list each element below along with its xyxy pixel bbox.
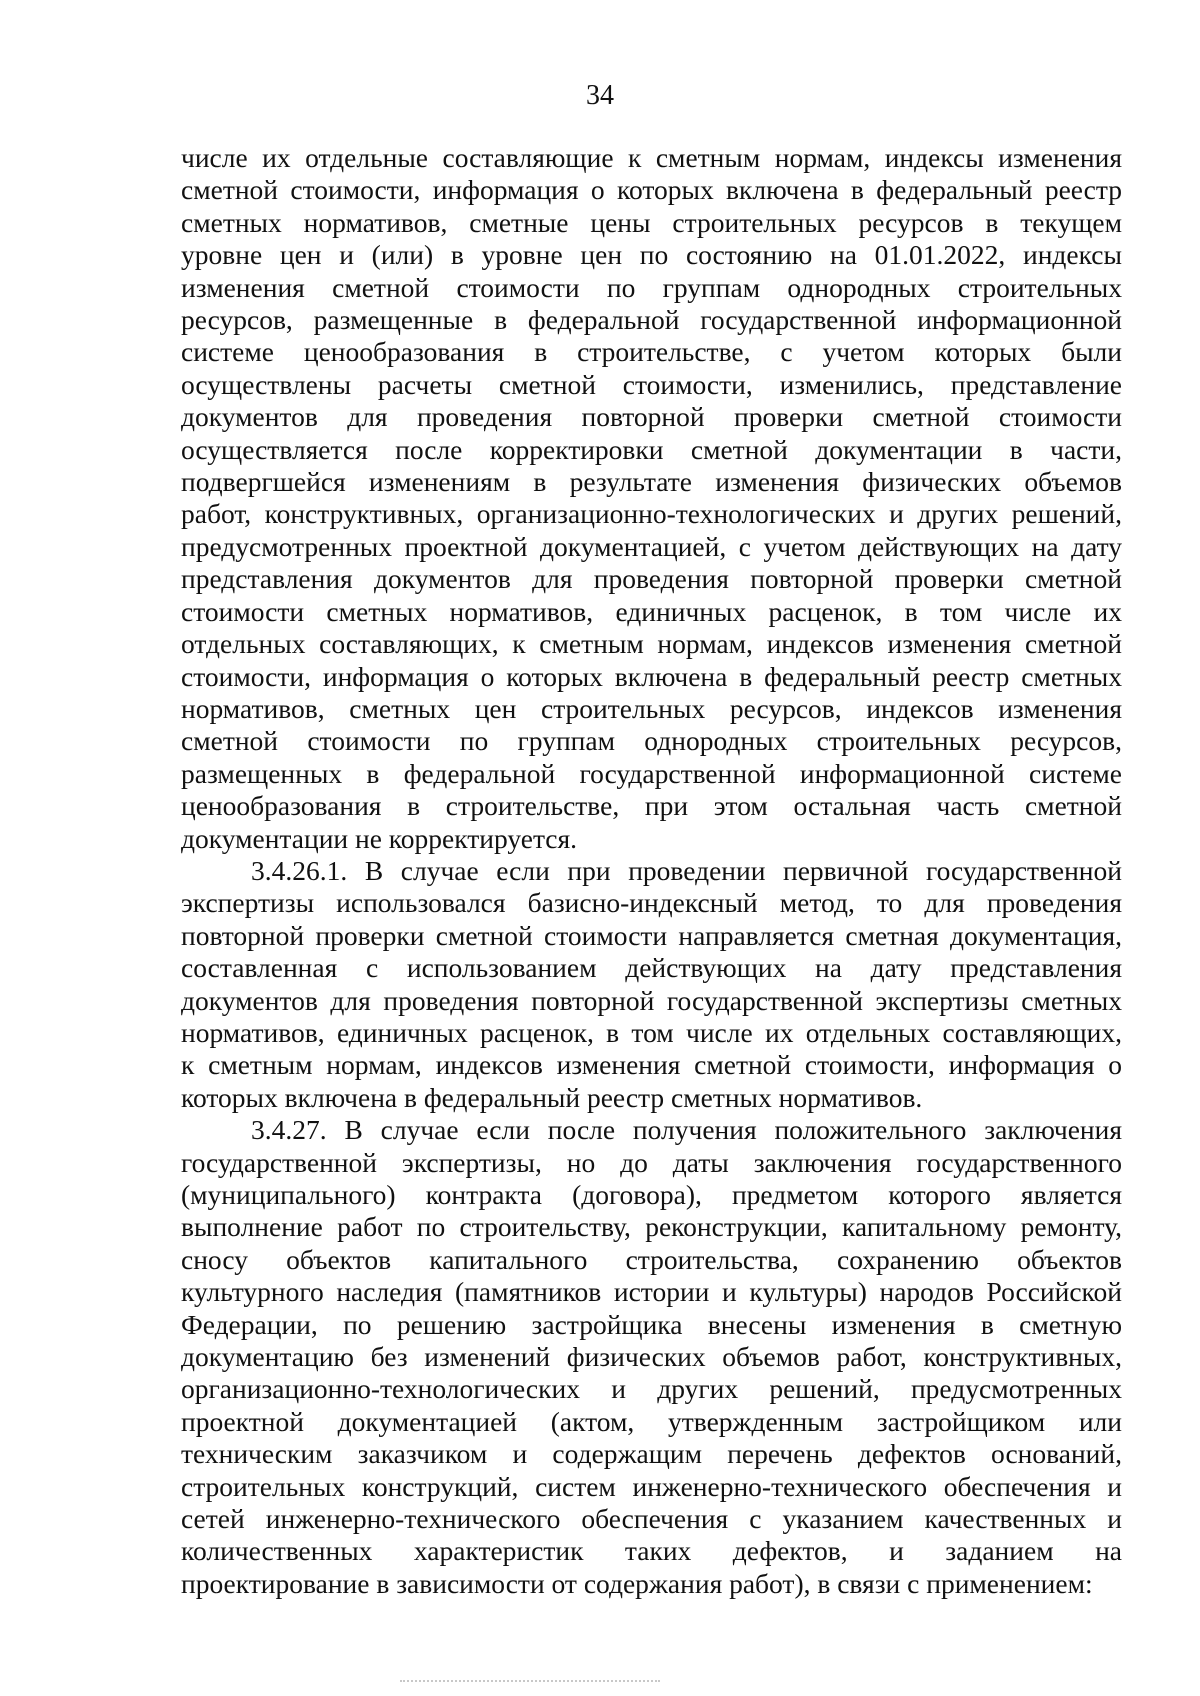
text-line: повторной проверки сметной стоимости направляется сметная документация, — [181, 919, 1122, 951]
text-line: сетей инженерно-технического обеспечения с указанием качественных и — [181, 1503, 1122, 1535]
text-line: сметной стоимости, информация о которых включена в федеральный реестр — [181, 174, 1122, 206]
text-line: числе их отдельные составляющие к сметным нормам, индексы изменения — [181, 142, 1122, 173]
document-body — [181, 142, 1122, 1600]
text-line: ресурсов, размещенные в федеральной государственной информационной — [181, 304, 1122, 336]
text-line: представления документов для проведения повторной проверки сметной — [181, 563, 1122, 595]
text-line: (муниципального) контракта (договора), предметом которого является — [181, 1179, 1122, 1210]
text-line: выполнение работ по строительству, реконструкции, капитальному ремонту, — [181, 1211, 1122, 1243]
text-line: изменения сметной стоимости по группам однородных строительных — [181, 271, 1122, 303]
text-line: к сметным нормам, индексов изменения сметной стоимости, информация о — [181, 1049, 1122, 1081]
text-line: сносу объектов капитального строительства, сохранению объектов — [181, 1243, 1122, 1275]
text-line: культурного наследия (памятников истории и культуры) народов Российской — [181, 1276, 1122, 1308]
text-line: документов для проведения повторной проверки сметной стоимости — [181, 401, 1122, 433]
text-line: предусмотренных проектной документацией, с учетом действующих на дату — [181, 530, 1122, 562]
text-line: уровне цен и (или) в уровне цен по состоянию на 01.01.2022, индексы — [181, 239, 1122, 271]
text-line: экспертизы использовался базисно-индексный метод, то для проведения — [181, 887, 1122, 919]
text-line: документов для проведения повторной государственной экспертизы сметных — [181, 984, 1122, 1016]
paragraph-continuation — [181, 142, 1122, 855]
text-line: подвергшейся изменениям в результате изменения физических объемов — [181, 466, 1122, 498]
text-line: осуществляется после корректировки сметной документации в части, — [181, 433, 1122, 465]
text-line: проектной документацией (актом, утвержденным застройщиком или — [181, 1405, 1122, 1437]
text-line: 3.4.26.1. В случае если при проведении первичной государственной — [251, 854, 1122, 886]
text-line: сметной стоимости по группам однородных строительных ресурсов, — [181, 725, 1122, 757]
paragraph-3-4-26-1 — [181, 855, 1122, 1114]
paragraph-3-4-27 — [181, 1114, 1122, 1600]
text-line: работ, конструктивных, организационно-технологических и других решений, — [181, 498, 1122, 530]
text-line: размещенных в федеральной государственной информационной системе — [181, 757, 1122, 789]
scan-artifact — [400, 1680, 660, 1686]
text-line: Федерации, по решению застройщика внесены изменения в сметную — [181, 1308, 1122, 1340]
text-line: отдельных составляющих, к сметным нормам, индексов изменения сметной — [181, 628, 1122, 660]
text-line: проектирование в зависимости от содержания работ), в связи с применением: — [181, 1567, 1093, 1599]
text-line: техническим заказчиком и содержащим перечень дефектов оснований, — [181, 1438, 1122, 1470]
text-line: которых включена в федеральный реестр сметных нормативов. — [181, 1081, 923, 1113]
text-line: 3.4.27. В случае если после получения положительного заключения — [251, 1114, 1122, 1146]
text-line: количественных характеристик таких дефектов, и заданием на — [181, 1535, 1122, 1567]
text-line: осуществлены расчеты сметной стоимости, изменились, представление — [181, 368, 1122, 400]
text-line: системе ценообразования в строительстве, с учетом которых были — [181, 336, 1122, 368]
text-line: нормативов, сметных цен строительных ресурсов, индексов изменения — [181, 692, 1122, 724]
text-line: организационно-технологических и других решений, предусмотренных — [181, 1373, 1122, 1405]
text-line: составленная с использованием действующих на дату представления — [181, 952, 1122, 984]
text-line: стоимости сметных нормативов, единичных расценок, в том числе их — [181, 595, 1122, 627]
text-line: документацию без изменений физических объемов работ, конструктивных, — [181, 1341, 1122, 1373]
text-line: государственной экспертизы, но до даты заключения государственного — [181, 1146, 1122, 1178]
text-line: строительных конструкций, систем инженерно-технического обеспечения и — [181, 1470, 1122, 1502]
text-line: документации не корректируется. — [181, 822, 578, 854]
text-line: сметных нормативов, сметные цены строительных ресурсов в текущем — [181, 206, 1122, 238]
text-line: стоимости, информация о которых включена в федеральный реестр сметных — [181, 660, 1122, 692]
text-line: нормативов, единичных расценок, в том числе их отдельных составляющих, — [181, 1016, 1122, 1048]
text-line: ценообразования в строительстве, при этом остальная часть сметной — [181, 790, 1122, 822]
page-number: 34 — [586, 80, 614, 111]
